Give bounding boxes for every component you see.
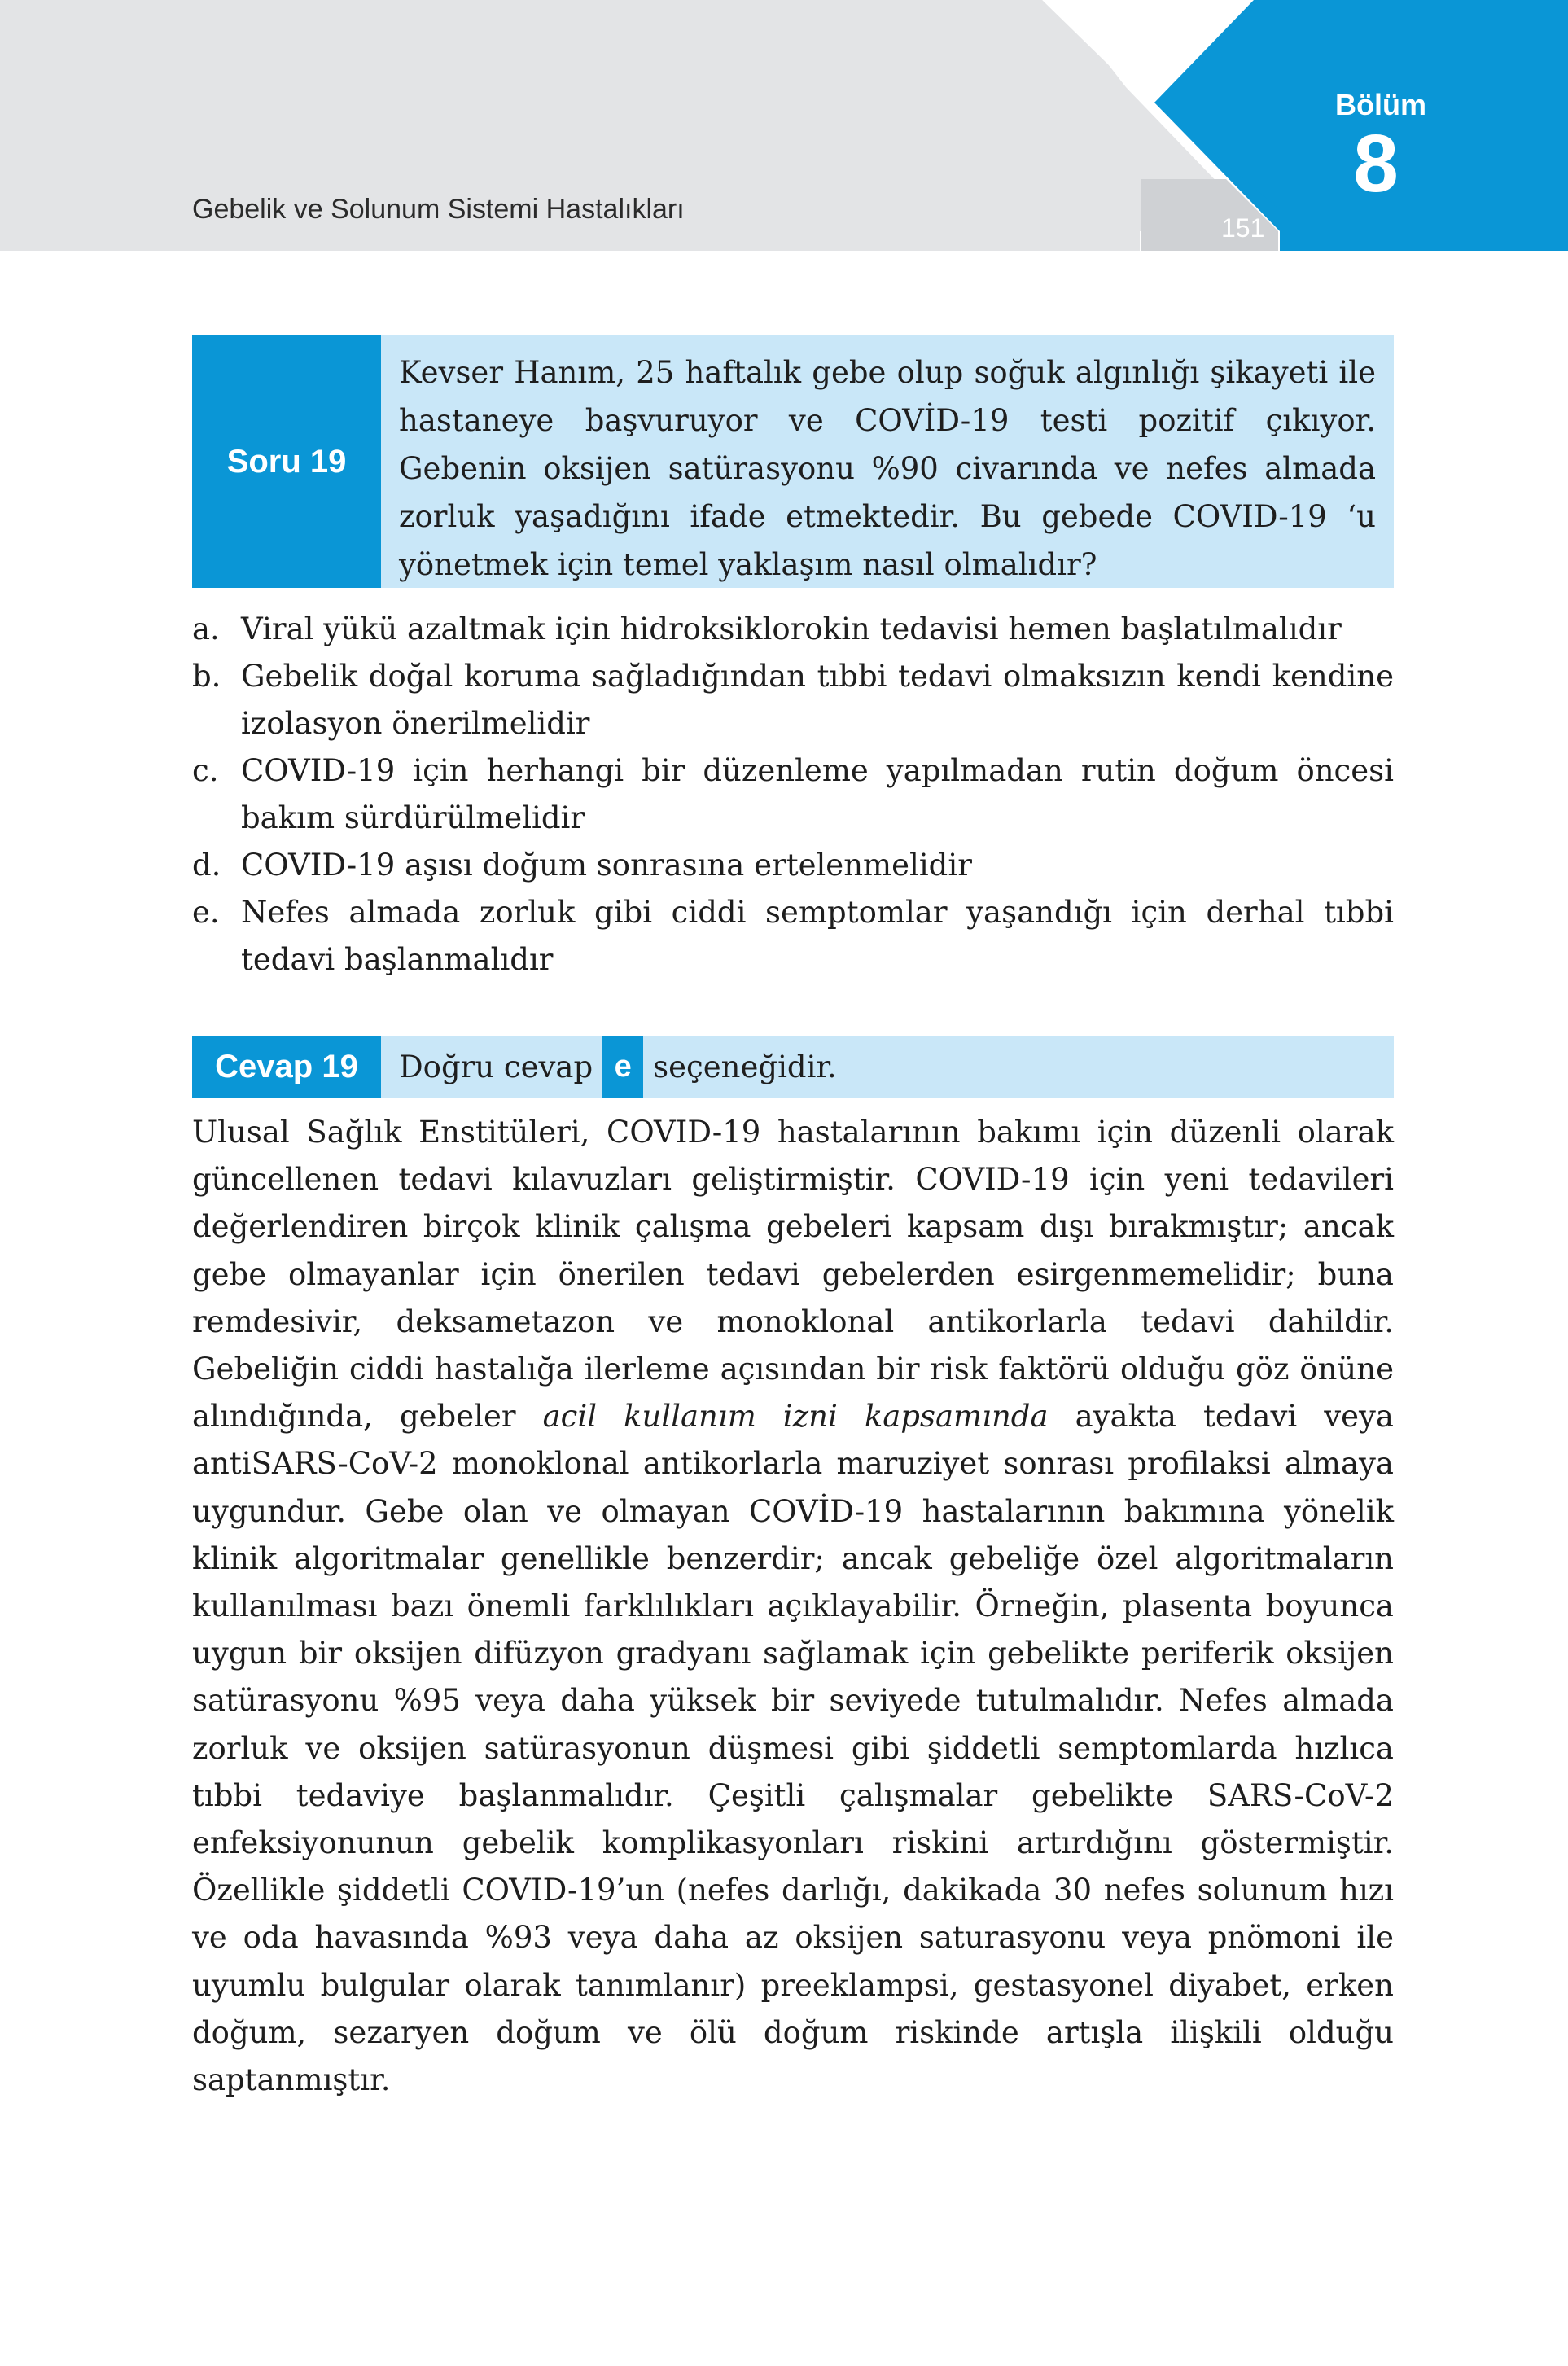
explanation-paragraph [192,1109,1394,2104]
answer-text [381,1036,1394,1098]
chapter-number: 8 [1353,118,1399,209]
answer-prefix: Doğru cevap [399,1049,593,1084]
explanation-text [192,1109,1394,2104]
option-text: Nefes almada zorluk gibi ciddi semptomlar yaşandığı için derhal tıbbi tedavi başlanmalıdır [241,895,1394,977]
answer-label: Cevap 19 [192,1036,381,1098]
answer-box [192,1036,1394,1098]
question-text: Kevser Hanım, 25 haftalık gebe olup soğuk algınlığı şikayeti ile hastaneye başvuruyor ve COVİD-19 testi pozitif çıkıyor. Gebenin oksijen satürasyonu %90 civarında ve nefes almada zorluk yaşadığını ifade etmektedir. Bu gebede COVID-19 ‘u yönetmek için temel yaklaşım nasıl olmalıdır? [381,335,1394,588]
question-box [192,335,1394,588]
option-letter: a. [192,611,220,646]
option-a [192,606,1394,653]
question-label: Soru 19 [192,335,381,588]
page-number: 151 [1221,213,1265,243]
answer-letter-badge: e [602,1036,643,1098]
option-letter: c. [192,753,219,788]
option-d [192,842,1394,889]
option-text: Gebelik doğal koruma sağladığından tıbbi tedavi olmaksızın kendi kendine izolasyon önerilmelidir [241,659,1394,741]
option-e [192,889,1394,984]
option-letter: e. [192,895,220,930]
explanation-italic: acil kullanım izni kapsamında [542,1399,1049,1435]
option-c [192,747,1394,842]
chapter-label: Bölüm [1335,88,1426,121]
explanation-part-2: ayakta tedavi veya antiSARS-CoV-2 monoklonal antikorlarla maruziyet sonrası profilaksi almaya uygundur. Gebe olan ve olmayan COVİD-19 hastalarının bakımına yönelik klinik algoritmalar genellikle benzerdir; ancak gebeliğe özel algoritmaların kullanılması bazı önemli farklılıkları açıklayabilir. Örneğin, plasenta boyunca uygun bir oksijen difüzyon gradyanı sağlamak için gebelikte periferik oksijen satürasyonu %95 veya daha yüksek bir seviyede tutulmalıdır. Nefes almada zorluk ve oksijen satürasyonun düşmesi gibi şiddetli semptomlarda hızlıca tıbbi tedaviye başlanmalıdır. Çeşitli çalışmalar gebelikte SARS-CoV-2 enfeksiyonunun gebelik komplikasyonları riskini artırdığını göstermiştir. Özellikle şiddetli COVID-19’un (nefes darlığı, dakikada 30 nefes solunum hızı ve oda havasında %93 veya daha az oksijen saturasyonu veya pnömoni ile uyumlu bulgular olarak tanımlanır) preeklampsi, gestasyonel diyabet, erken doğum, sezaryen doğum ve ölü doğum riskinde artışla ilişkili olduğu saptanmıştır. [192,1399,1394,2098]
explanation-part-1: Ulusal Sağlık Enstitüleri, COVID-19 hastalarının bakımı için düzenli olarak güncellenen tedavi kılavuzları geliştirmiştir. COVID-19 için yeni tedavileri değerlendiren birçok klinik çalışma gebeleri kapsam dışı bırakmıştır; ancak gebe olmayanlar için önerilen tedavi gebelerden esirgenmemelidir; buna remdesivir, deksametazon ve monoklonal antikorlarla tedavi dahildir. Gebeliğin ciddi hastalığa ilerleme açısından bir risk faktörü olduğu göz önüne alındığında, gebeler [192,1115,1394,1435]
option-b [192,653,1394,747]
option-text: COVID-19 için herhangi bir düzenleme yapılmadan rutin doğum öncesi bakım sürdürülmelidir [241,753,1394,835]
option-letter: d. [192,848,221,883]
option-text: Viral yükü azaltmak için hidroksiklorokin tedavisi hemen başlatılmalıdır [241,611,1342,646]
answer-suffix: seçeneğidir. [653,1049,837,1084]
option-text: COVID-19 aşısı doğum sonrasına ertelenmelidir [241,848,972,883]
answer-options [192,606,1394,984]
option-letter: b. [192,659,221,694]
running-title: Gebelik ve Solunum Sistemi Hastalıkları [192,194,685,225]
